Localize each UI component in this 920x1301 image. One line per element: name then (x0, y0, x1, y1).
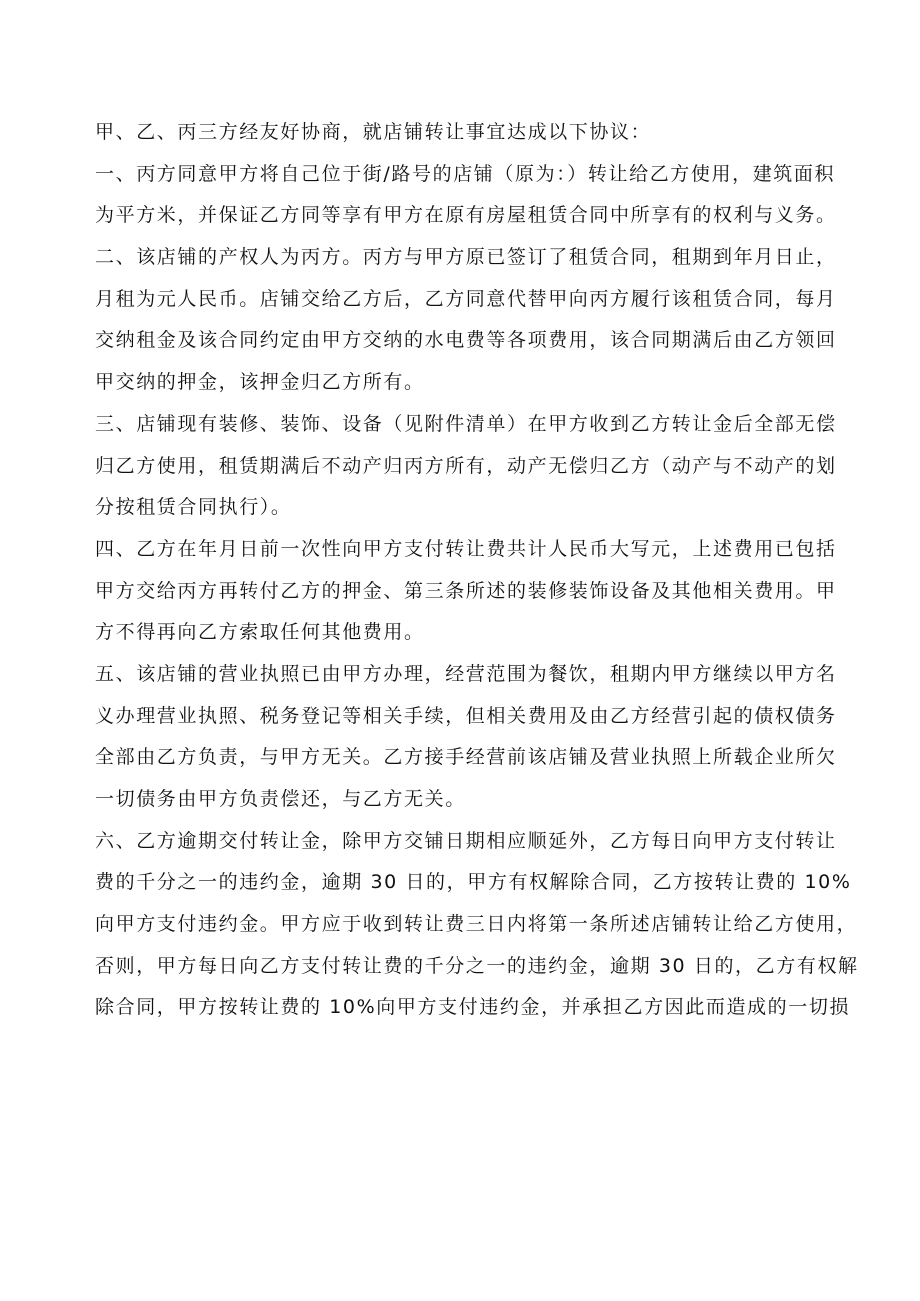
text-line: 分按租赁合同执行）。 (95, 496, 292, 519)
text-line: 四、乙方在年月日前一次性向甲方支付转让费共计人民币大写元，上述费用已包括 (95, 537, 837, 560)
text-line: 二、该店铺的产权人为丙方。丙方与甲方原已签订了租赁合同，租期到年月日止， (95, 246, 837, 269)
text-line: 除合同，甲方按转让费的 10%向甲方支付违约金，并承担乙方因此而造成的一切损 (95, 996, 851, 1019)
text-line: 全部由乙方负责，与甲方无关。乙方接手经营前该店铺及营业执照上所载企业所欠 (95, 746, 837, 769)
text-line: 六、乙方逾期交付转让金，除甲方交铺日期相应顺延外，乙方每日向甲方支付转让 (95, 829, 837, 852)
text-line: 五、该店铺的营业执照已由甲方办理，经营范围为餐饮，租期内甲方继续以甲方名 (95, 662, 837, 685)
text-line: 否则，甲方每日向乙方支付转让费的千分之一的违约金，逾期 30 日的，乙方有权解 (95, 954, 859, 977)
text-line: 方不得再向乙方索取任何其他费用。 (95, 621, 425, 644)
text-line: 月租为元人民币。店铺交给乙方后，乙方同意代替甲向丙方履行该租赁合同，每月 (95, 287, 837, 310)
text-line: 甲、乙、丙三方经友好协商，就店铺转让事宜达成以下协议： (95, 121, 652, 143)
text-line: 甲交纳的押金，该押金归乙方所有。 (95, 371, 425, 394)
text-line: 归乙方使用，租赁期满后不动产归丙方所有，动产无偿归乙方（动产与不动产的划 (95, 454, 837, 477)
text-line: 义办理营业执照、税务登记等相关手续，但相关费用及由乙方经营引起的债权债务 (95, 704, 837, 727)
text-line: 甲方交给丙方再转付乙方的押金、第三条所述的装修装饰设备及其他相关费用。甲 (95, 579, 837, 602)
text-line: 三、店铺现有装修、装饰、设备（见附件清单）在甲方收到乙方转让金后全部无偿 (95, 412, 837, 435)
text-line: 一切债务由甲方负责偿还，与乙方无关。 (95, 788, 466, 810)
text-line: 一、丙方同意甲方将自己位于街/路号的店铺（原为：）转让给乙方使用，建筑面积 (95, 162, 836, 185)
agreement-body (95, 112, 859, 1029)
text-line: 向甲方支付违约金。甲方应于收到转让费三日内将第一条所述店铺转让给乙方使用， (95, 913, 858, 936)
text-line: 费的千分之一的违约金，逾期 30 日的，甲方有权解除合同，乙方按转让费的 10% (95, 871, 852, 894)
text-line: 交纳租金及该合同约定由甲方交纳的水电费等各项费用，该合同期满后由乙方领回 (95, 329, 837, 352)
text-line: 为平方米，并保证乙方同等享有甲方在原有房屋租赁合同中所享有的权利与义务。 (95, 204, 837, 227)
